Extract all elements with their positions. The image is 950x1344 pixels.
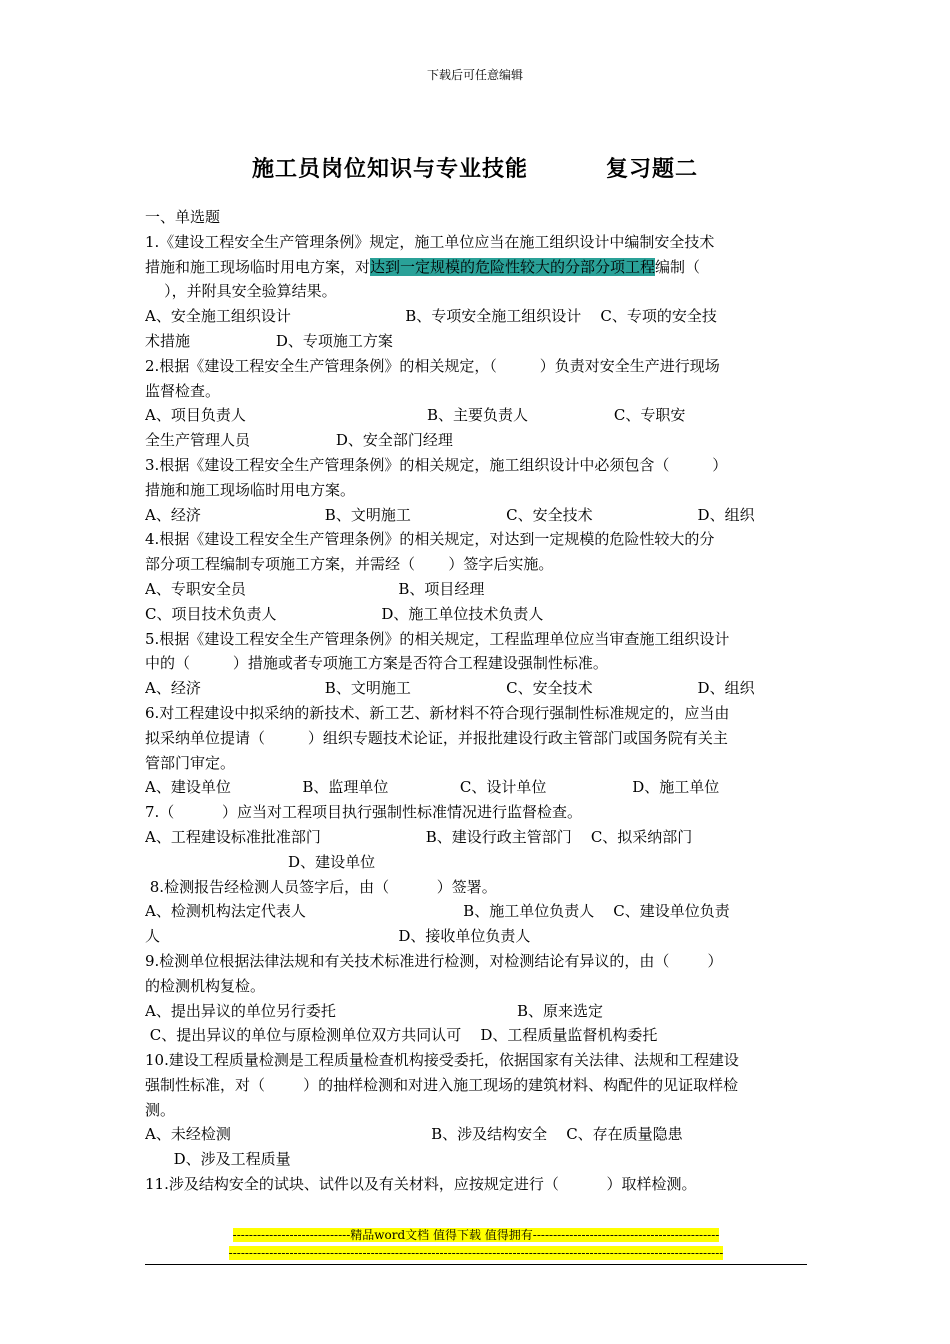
- header-note: 下载后可任意编辑: [426, 68, 523, 82]
- text-line: A、经济 B、文明施工 C、安全技术 D、组织: [145, 505, 755, 524]
- text-segment: 编制（: [655, 257, 701, 276]
- text-line: 监督检查。: [145, 381, 221, 400]
- text-line: C、提出异议的单位与原检测单位双方共同认可 D、工程质量监督机构委托: [145, 1026, 658, 1045]
- text-line: 8.检测报告经检测人员签字后，由（ ）签署。: [145, 877, 497, 896]
- text-line: [145, 255, 807, 280]
- text-line: 术措施 D、专项施工方案: [145, 331, 393, 350]
- text-line: A、检测机构法定代表人 B、施工单位负责人 C、建设单位负责: [145, 902, 730, 921]
- text-line: A、建设单位 B、监理单位 C、设计单位 D、施工单位: [145, 778, 720, 797]
- text-line: A、专职安全员 B、项目经理: [145, 579, 485, 598]
- title-sub: 复习题二: [606, 156, 699, 182]
- footer-dashes: --------------------------------------------------------------------------------------------------------------------------: [228, 1246, 724, 1260]
- text-line: 6.对工程建设中拟采纳的新技术、新工艺、新材料不符合现行强制性标准规定的，应当由: [145, 703, 730, 722]
- text-line: 3.根据《建设工程安全生产管理条例》的相关规定，施工组织设计中必须包含（ ）: [145, 455, 728, 474]
- text-line: 一、单选题: [145, 208, 221, 226]
- text-line: 措施和施工现场临时用电方案。: [145, 480, 356, 499]
- text-line: A、提出异议的单位另行委托 B、原来选定: [145, 1001, 604, 1020]
- text-segment: 措施和施工现场临时用电方案，对: [145, 257, 371, 276]
- text-line: 中的（ ）措施或者专项施工方案是否符合工程建设强制性标准。: [145, 654, 608, 673]
- text-line: C、项目技术负责人 D、施工单位技术负责人: [145, 604, 544, 623]
- text-line: D、建设单位: [145, 852, 376, 871]
- text-line: D、涉及工程质量: [145, 1150, 291, 1169]
- footer-rule: [145, 1264, 807, 1265]
- text-line: 全生产管理人员 D、安全部门经理: [145, 431, 453, 450]
- text-line: A、项目负责人 B、主要负责人 C、专职安: [145, 406, 686, 425]
- text-line: 部分项工程编制专项施工方案，并需经（ ）签字后实施。: [145, 555, 554, 574]
- page-footer: [145, 1226, 807, 1265]
- text-line: 的检测机构复检。: [145, 976, 266, 995]
- footer-banner: -----------------------------精品word文档 值得下载 值得拥有----------------------------------------------: [232, 1228, 720, 1242]
- text-line: 测。: [145, 1100, 176, 1119]
- title-main: 施工员岗位知识与专业技能: [251, 156, 528, 182]
- text-line: 强制性标准，对（ ）的抽样检测和对进入施工现场的建筑材料、构配件的见证取样检: [145, 1075, 739, 1094]
- text-line: 7.（ ）应当对工程项目执行强制性标准情况进行监督检查。: [145, 803, 582, 822]
- text-line: A、工程建设标准批准部门 B、建设行政主管部门 C、拟采纳部门: [145, 827, 693, 846]
- text-line: 管部门审定。: [145, 753, 236, 772]
- text-line: 1.《建设工程安全生产管理条例》规定，施工单位应当在施工组织设计中编制安全技术: [145, 232, 715, 251]
- text-line: 人 D、接收单位负责人: [145, 927, 531, 946]
- text-line: A、安全施工组织设计 B、专项安全施工组织设计 C、专项的安全技: [145, 307, 717, 326]
- text-line: A、未经检测 B、涉及结构安全 C、存在质量隐患: [145, 1125, 683, 1144]
- text-line: 11.涉及结构安全的试块、试件以及有关材料，应按规定进行（ ）取样检测。: [145, 1175, 697, 1194]
- document-body: [145, 205, 807, 1197]
- text-line: 4.根据《建设工程安全生产管理条例》的相关规定，对达到一定规模的危险性较大的分: [145, 530, 715, 549]
- highlighted-text: 达到一定规模的危险性较大的分部分项工程: [370, 257, 656, 276]
- text-line: 9.检测单位根据法律法规和有关技术标准进行检测，对检测结论有异议的，由（ ）: [145, 951, 723, 970]
- text-line: 2.根据《建设工程安全生产管理条例》的相关规定，（ ）负责对安全生产进行现场: [145, 356, 720, 375]
- text-line: A、经济 B、文明施工 C、安全技术 D、组织: [145, 679, 755, 698]
- text-line: 拟采纳单位提请（ ）组织专题技术论证，并报批建设行政主管部门或国务院有关主: [145, 728, 728, 747]
- text-line: ），并附具安全验算结果。: [145, 282, 337, 301]
- document-title: [0, 152, 950, 183]
- text-line: 10.建设工程质量检测是工程质量检查机构接受委托，依据国家有关法律、法规和工程建设: [145, 1051, 739, 1070]
- text-line: 5.根据《建设工程安全生产管理条例》的相关规定，工程监理单位应当审查施工组织设计: [145, 629, 730, 648]
